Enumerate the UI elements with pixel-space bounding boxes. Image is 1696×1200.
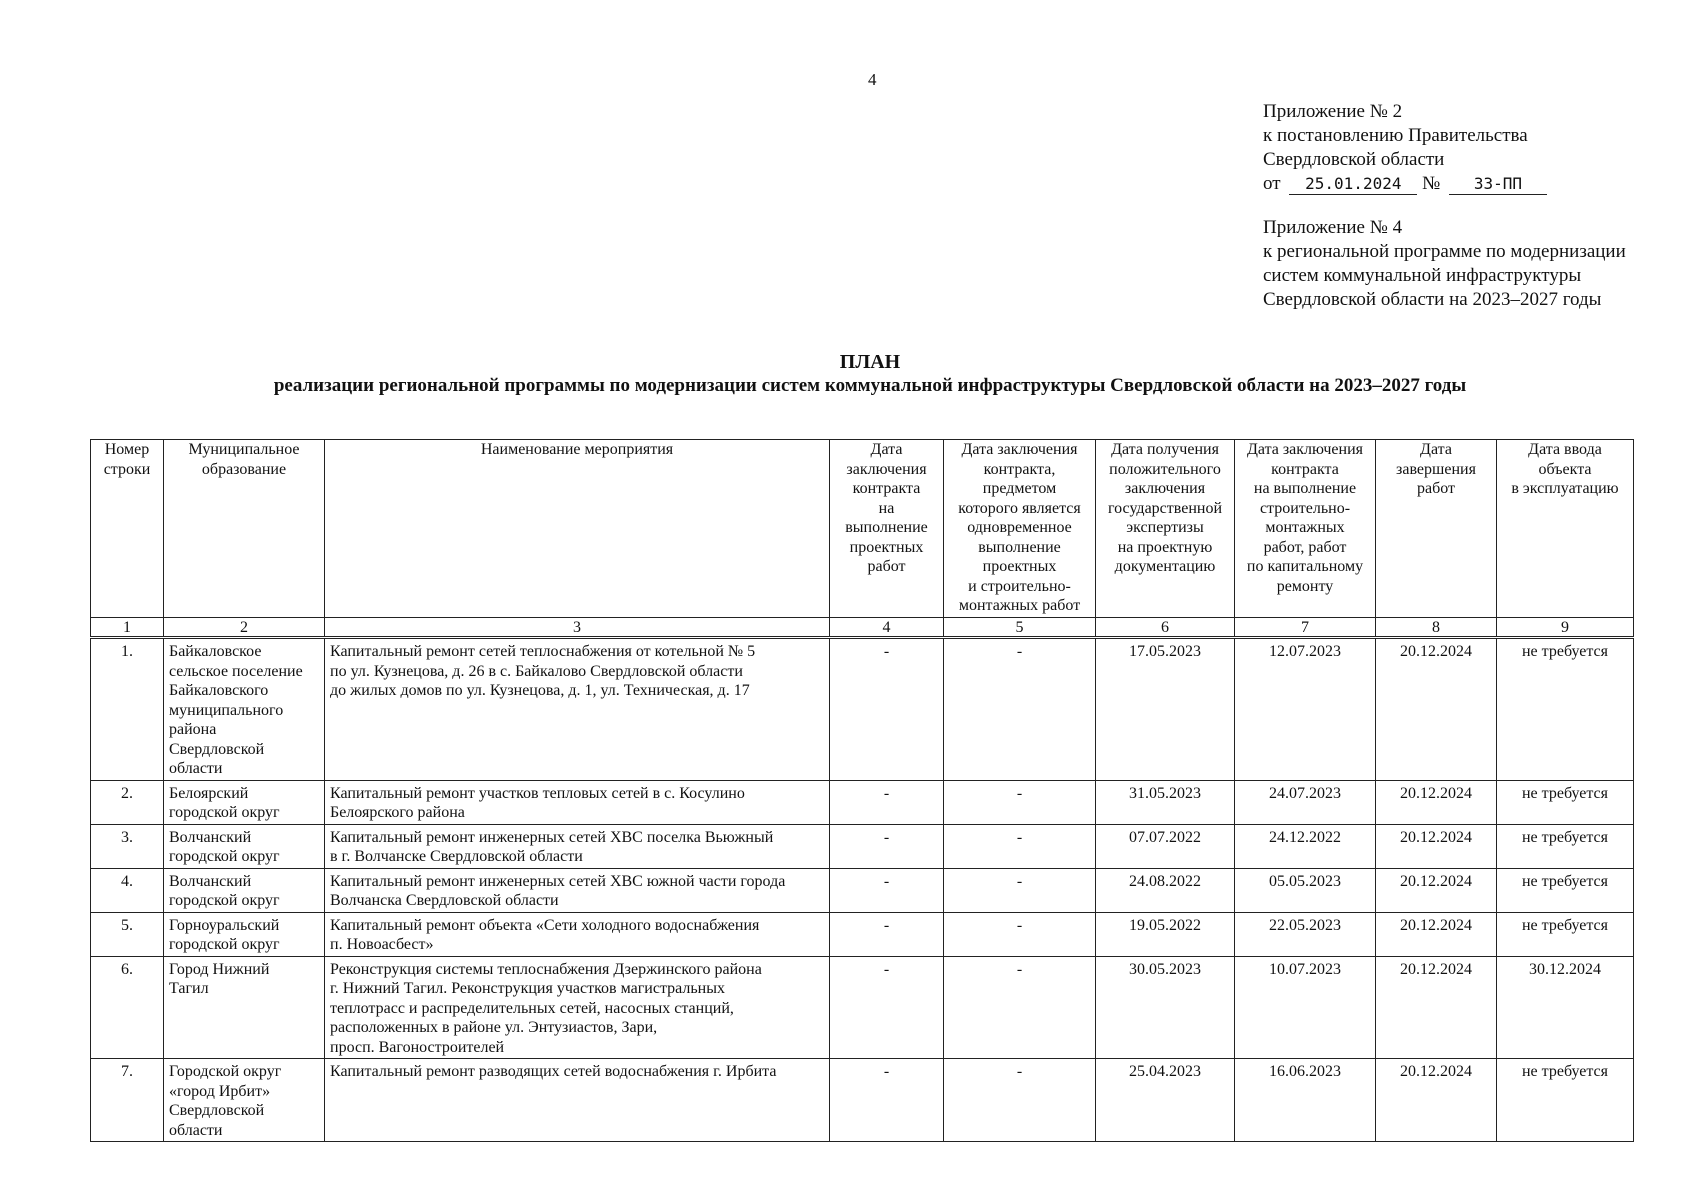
header-line: документацию — [1114, 558, 1216, 575]
table-body — [91, 638, 1634, 1142]
header-line: на выполнение — [1253, 480, 1357, 497]
header-line: Дата заключения — [1246, 441, 1364, 458]
header-line: монтажных — [1265, 519, 1345, 536]
cell-line: городской округ — [169, 804, 280, 821]
row-number: 5. — [91, 912, 164, 956]
header-line: на проектную — [1117, 538, 1213, 556]
header-line: строительно- — [1259, 499, 1351, 517]
event-cell — [325, 912, 830, 956]
cell-line: «город Ирбит» — [169, 1082, 271, 1100]
header-line: государственной — [1107, 499, 1223, 517]
event-cell — [325, 638, 830, 781]
design-contract-cell: - — [830, 1059, 944, 1142]
commissioning-cell: не требуется — [1497, 824, 1634, 868]
header-line: на — [878, 499, 895, 517]
cell-line: Городской округ — [169, 1063, 282, 1080]
cell-line: Капитальный ремонт сетей теплоснабжения от котельной № 5 — [330, 643, 756, 660]
design-contract-cell: - — [830, 780, 944, 824]
column-number-row — [91, 618, 1634, 638]
document-title-block — [0, 350, 1696, 398]
cell-line: Байкаловского — [169, 682, 269, 699]
appendix-program-line: систем коммунальной инфраструктуры — [1263, 265, 1582, 286]
column-number: 3 — [325, 618, 830, 638]
table-row — [91, 1059, 1634, 1142]
appendix-program-line: Приложение № 4 — [1263, 217, 1403, 238]
works-contract-date-cell: 12.07.2023 — [1235, 638, 1376, 781]
header-line: которого является — [958, 499, 1081, 517]
appendix-decree-block — [1263, 100, 1547, 196]
header-line: Муниципальное — [188, 441, 300, 458]
municipality-cell — [164, 1059, 325, 1142]
cell-line: расположенных в районе ул. Энтузиастов, Зари, — [330, 1019, 658, 1036]
expertise-date-cell: 30.05.2023 — [1096, 956, 1235, 1059]
plan-table — [90, 439, 1634, 1142]
works-contract-date-cell: 16.06.2023 — [1235, 1059, 1376, 1142]
design-contract-cell: - — [830, 868, 944, 912]
header-combined-contract-date — [944, 440, 1096, 618]
column-number: 1 — [91, 618, 164, 638]
header-line: Дата ввода — [1528, 441, 1602, 458]
works-contract-date-cell: 22.05.2023 — [1235, 912, 1376, 956]
cell-line: Свердловской — [169, 740, 265, 758]
expertise-date-cell: 17.05.2023 — [1096, 638, 1235, 781]
cell-line: в г. Волчанске Свердловской области — [330, 848, 583, 865]
expertise-date-cell: 24.08.2022 — [1096, 868, 1235, 912]
header-line: работ, работ — [1263, 538, 1347, 556]
header-line: Дата — [1420, 441, 1452, 458]
cell-line: области — [169, 760, 223, 777]
design-contract-cell: - — [830, 824, 944, 868]
column-number: 7 — [1235, 618, 1376, 638]
header-line: выполнение — [978, 538, 1061, 556]
row-number: 4. — [91, 868, 164, 912]
table-row — [91, 868, 1634, 912]
combined-contract-cell: - — [944, 956, 1096, 1059]
header-line: предметом — [982, 480, 1057, 497]
commissioning-cell: не требуется — [1497, 912, 1634, 956]
combined-contract-cell: - — [944, 868, 1096, 912]
header-line: завершения — [1396, 460, 1476, 478]
header-line: контракта — [852, 480, 921, 497]
commissioning-cell: 30.12.2024 — [1497, 956, 1634, 1059]
expertise-date-cell: 19.05.2022 — [1096, 912, 1235, 956]
municipality-cell — [164, 638, 325, 781]
header-line: экспертизы — [1126, 519, 1204, 536]
appendix-decree-line: Приложение № 2 — [1263, 101, 1403, 122]
municipality-cell — [164, 780, 325, 824]
expertise-date-cell: 07.07.2022 — [1096, 824, 1235, 868]
header-line: положительного — [1109, 460, 1221, 478]
works-contract-date-cell: 10.07.2023 — [1235, 956, 1376, 1059]
appendix-decree-line: к постановлению Правительства — [1263, 125, 1528, 146]
header-line: контракта, — [983, 460, 1056, 478]
works-contract-date-cell: 05.05.2023 — [1235, 868, 1376, 912]
completion-date-cell: 20.12.2024 — [1376, 824, 1497, 868]
header-design-contract-date — [830, 440, 944, 618]
expertise-date-cell: 25.04.2023 — [1096, 1059, 1235, 1142]
header-line: Дата получения — [1111, 441, 1219, 458]
header-line: объекта — [1538, 460, 1592, 478]
cell-line: Белоярского района — [330, 804, 465, 821]
row-number: 2. — [91, 780, 164, 824]
header-line: по капитальному — [1246, 558, 1364, 575]
header-municipality — [164, 440, 325, 618]
completion-date-cell: 20.12.2024 — [1376, 638, 1497, 781]
completion-date-cell: 20.12.2024 — [1376, 1059, 1497, 1142]
design-contract-cell: - — [830, 638, 944, 781]
header-line: Дата — [870, 441, 903, 458]
cell-line: Капитальный ремонт разводящих сетей водоснабжения г. Ирбита — [330, 1063, 777, 1080]
event-cell — [325, 824, 830, 868]
header-line: и строительно- — [968, 577, 1071, 595]
cell-line: области — [169, 1121, 223, 1139]
cell-line: Волчанский — [169, 828, 252, 846]
header-line: проектных — [849, 538, 924, 556]
table-row — [91, 638, 1634, 781]
design-contract-cell: - — [830, 912, 944, 956]
appendix-program-line: к региональной программе по модернизации — [1263, 241, 1626, 262]
completion-date-cell: 20.12.2024 — [1376, 868, 1497, 912]
header-line: проектных — [982, 558, 1057, 575]
document-title: ПЛАН — [839, 351, 901, 373]
row-number: 1. — [91, 638, 164, 781]
column-number: 8 — [1376, 618, 1497, 638]
header-expertise-date — [1096, 440, 1235, 618]
header-line: выполнение — [845, 519, 928, 536]
header-line: в эксплуатацию — [1511, 480, 1619, 497]
header-event-name — [325, 440, 830, 618]
decree-number: 33-ПП — [1449, 174, 1547, 195]
header-line: работ — [867, 558, 906, 575]
document-subtitle: реализации региональной программы по модернизации систем коммунальной инфраструктуры Свердловской области на 2023–2027 годы — [273, 375, 1467, 396]
works-contract-date-cell: 24.12.2022 — [1235, 824, 1376, 868]
completion-date-cell: 20.12.2024 — [1376, 780, 1497, 824]
appendix-program-line: Свердловской области на 2023–2027 годы — [1263, 289, 1602, 310]
completion-date-cell: 20.12.2024 — [1376, 956, 1497, 1059]
cell-line: по ул. Кузнецова, д. 26 в с. Байкалово Свердловской области — [330, 662, 743, 680]
cell-line: Реконструкция системы теплоснабжения Дзержинского района — [330, 960, 762, 978]
header-works-contract-date — [1235, 440, 1376, 618]
column-number: 4 — [830, 618, 944, 638]
municipality-cell — [164, 912, 325, 956]
cell-line: Байкаловское — [169, 643, 262, 660]
column-number: 9 — [1497, 618, 1634, 638]
works-contract-date-cell: 24.07.2023 — [1235, 780, 1376, 824]
cell-line: городской округ — [169, 892, 280, 909]
header-row-number — [91, 440, 164, 618]
table-row — [91, 956, 1634, 1059]
header-line: контракта — [1271, 460, 1339, 478]
header-line: Номер — [104, 441, 150, 458]
cell-line: городской округ — [169, 848, 280, 865]
cell-line: Капитальный ремонт инженерных сетей ХВС поселка Вьюжный — [330, 828, 774, 846]
combined-contract-cell: - — [944, 1059, 1096, 1142]
cell-line: муниципального — [169, 701, 284, 719]
table-header — [91, 440, 1634, 638]
cell-line: Капитальный ремонт участков тепловых сетей в с. Косулино — [330, 784, 745, 802]
row-number: 6. — [91, 956, 164, 1059]
event-cell — [325, 780, 830, 824]
combined-contract-cell: - — [944, 824, 1096, 868]
decree-date-line — [1263, 172, 1547, 196]
cell-line: района — [169, 721, 217, 738]
cell-line: просп. Вагоностроителей — [330, 1038, 505, 1056]
table-row — [91, 780, 1634, 824]
appendix-program-block — [1263, 216, 1626, 312]
event-cell — [325, 868, 830, 912]
cell-line: п. Новоасбест» — [330, 936, 434, 953]
header-row — [91, 440, 1634, 618]
expertise-date-cell: 31.05.2023 — [1096, 780, 1235, 824]
cell-line: г. Нижний Тагил. Реконструкция участков магистральных — [330, 980, 725, 997]
cell-line: Волчанска Свердловской области — [330, 892, 559, 909]
header-line: работ — [1416, 480, 1456, 497]
column-number: 6 — [1096, 618, 1235, 638]
municipality-cell — [164, 824, 325, 868]
event-cell — [325, 956, 830, 1059]
combined-contract-cell: - — [944, 638, 1096, 781]
header-commissioning-date — [1497, 440, 1634, 618]
commissioning-cell: не требуется — [1497, 780, 1634, 824]
number-prefix: № — [1422, 173, 1441, 194]
header-completion-date — [1376, 440, 1497, 618]
cell-line: Горноуральский — [169, 916, 280, 934]
cell-line: до жилых домов по ул. Кузнецова, д. 1, ул. Техническая, д. 17 — [330, 682, 750, 699]
municipality-cell — [164, 956, 325, 1059]
header-line: ремонту — [1276, 577, 1334, 595]
row-number: 7. — [91, 1059, 164, 1142]
completion-date-cell: 20.12.2024 — [1376, 912, 1497, 956]
decree-date: 25.01.2024 — [1289, 174, 1417, 195]
table-row — [91, 824, 1634, 868]
design-contract-cell: - — [830, 956, 944, 1059]
cell-line: теплотрасс и распределительных сетей, насосных станций, — [330, 999, 734, 1017]
cell-line: Волчанский — [169, 872, 252, 890]
cell-line: городской округ — [169, 936, 280, 953]
header-line: заключения — [846, 460, 927, 478]
event-cell — [325, 1059, 830, 1142]
commissioning-cell: не требуется — [1497, 868, 1634, 912]
combined-contract-cell: - — [944, 780, 1096, 824]
commissioning-cell: не требуется — [1497, 1059, 1634, 1142]
header-line: монтажных работ — [958, 597, 1081, 614]
row-number: 3. — [91, 824, 164, 868]
appendix-decree-line: Свердловской области — [1263, 149, 1445, 170]
header-line: одновременное — [967, 519, 1072, 536]
header-line: заключения — [1124, 480, 1206, 497]
header-line: Дата заключения — [961, 441, 1078, 458]
commissioning-cell: не требуется — [1497, 638, 1634, 781]
cell-line: Капитальный ремонт объекта «Сети холодного водоснабжения — [330, 916, 760, 934]
header-line: образование — [201, 460, 287, 478]
cell-line: Белоярский — [169, 784, 249, 802]
combined-contract-cell: - — [944, 912, 1096, 956]
municipality-cell — [164, 868, 325, 912]
page-number: 4 — [868, 70, 877, 89]
column-number: 2 — [164, 618, 325, 638]
cell-line: Капитальный ремонт инженерных сетей ХВС южной части города — [330, 872, 786, 890]
date-prefix: от — [1263, 173, 1281, 194]
table-row — [91, 912, 1634, 956]
cell-line: Тагил — [169, 980, 209, 997]
cell-line: Город Нижний — [169, 960, 270, 978]
header-line: Наименование мероприятия — [480, 441, 674, 458]
column-number: 5 — [944, 618, 1096, 638]
header-line: строки — [103, 460, 151, 478]
cell-line: Свердловской — [169, 1102, 265, 1119]
cell-line: сельское поселение — [169, 662, 303, 680]
